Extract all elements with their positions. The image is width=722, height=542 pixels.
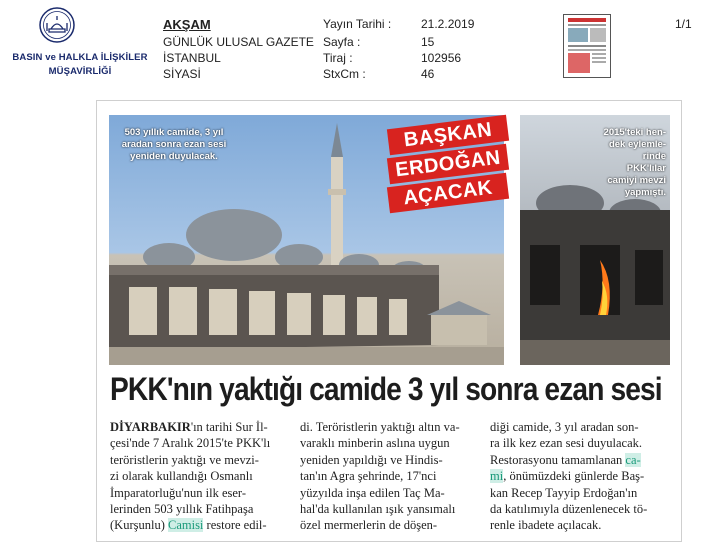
circulation-value: 102956: [421, 51, 462, 65]
article-clipping: [96, 100, 682, 542]
publication-section: SİYASİ: [163, 67, 201, 81]
badge-line2: ERDOĞAN: [387, 144, 509, 184]
article-column-1: DİYARBAKIR'ın tarihi Sur İl- çesi'nde 7 Aralık 2015'te PKK'lı teröristlerin yaktığı ve mevzi- zi olarak kullandığı Osmanlı İmparatorluğu'nun ilk eser- lerinden 503 yıllık Fatihpaşa (Kurşunlu) Camisi restore edil-: [110, 420, 271, 533]
article-column-3: diği camide, 3 yıl aradan son- ra ilk kez ezan sesi duyulacak. Restorasyonu tamamlanan ca- mi, önümüzdeki günlerde Baş- kan Recep Tayyip Erdoğan'ın da katılımıyla düzenlenecek tö- renle ibadete açılacak.: [490, 420, 648, 533]
date-label: Yayın Tarihi :: [323, 17, 392, 31]
agency-name-line1: BASIN ve HALKLA İLİŞKİLER: [12, 52, 148, 63]
photo-caption-left: 503 yıllık camide, 3 yıl aradan sonra ezan sesi yeniden duyulacak.: [121, 127, 227, 162]
badge-line1: BAŞKAN: [387, 115, 509, 155]
stxcm-value: 46: [421, 67, 435, 81]
agency-name-line2: MÜŞAVİRLİĞİ: [48, 66, 112, 77]
publication-city: İSTANBUL: [163, 51, 221, 65]
publication-type: GÜNLÜK ULUSAL GAZETE: [163, 35, 314, 49]
stxcm-label: StxCm :: [323, 67, 366, 81]
page-value: 15: [421, 35, 435, 49]
date-value: 21.2.2019: [421, 17, 475, 31]
agency-logo-icon: [38, 6, 76, 44]
page-thumbnail[interactable]: [563, 14, 611, 78]
article-headline: PKK'nın yaktığı camide 3 yıl sonra ezan sesi: [110, 371, 662, 407]
page-count: 1/1: [675, 17, 692, 31]
photo-caption-right: 2015'teki hen- dek eylemle- rinde PKK'lılar camiyi mevzi yapmıştı.: [603, 127, 666, 198]
keyword-highlight: ca-: [625, 452, 641, 467]
erdogan-badge: [388, 118, 508, 210]
dateline: DİYARBAKIR: [110, 420, 191, 434]
circulation-label: Tiraj :: [323, 51, 353, 65]
page-label: Sayfa :: [323, 35, 361, 49]
badge-line3: AÇACAK: [387, 173, 509, 213]
keyword-highlight: mi: [490, 469, 504, 484]
keyword-highlight: Camisi: [167, 518, 204, 533]
burning-mosque-photo: [520, 115, 670, 365]
publication-name: AKŞAM: [163, 17, 211, 32]
article-column-2: di. Teröristlerin yaktığı altın va- varaklı minberin aslına uygun yeniden yapıldığı ve Hindis- tan'ın Agra şehrinde, 17'nci yüzyılda inşa edilen Taç Ma- hal'da kullanılan ışık yansımalı özel mermerlerin de döşen-: [300, 420, 460, 533]
